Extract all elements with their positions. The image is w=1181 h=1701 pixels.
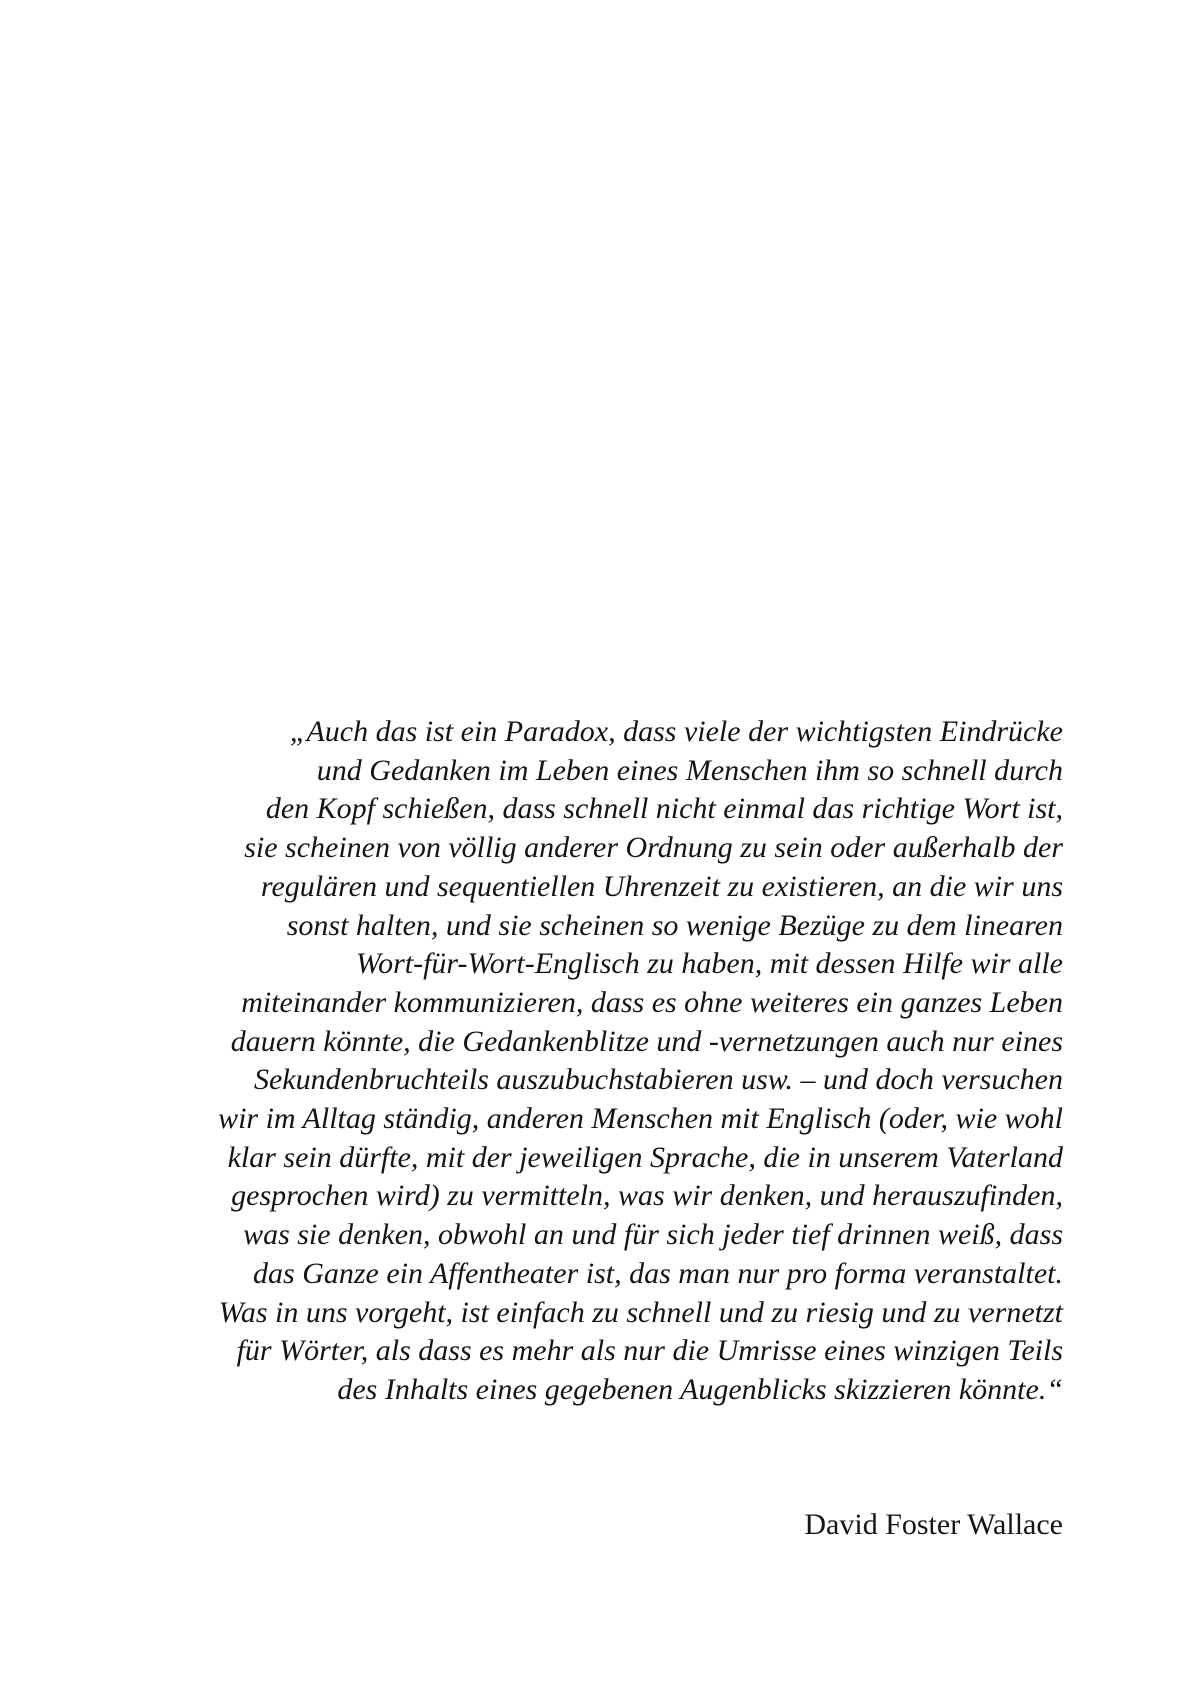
quote-line: dauern könnte, die Gedankenblitze und -vernetzungen auch nur eines [230,1024,1063,1058]
quote-line: und Gedanken im Leben eines Menschen ihm so schnell durch [316,753,1063,787]
quote-line: gesprochen wird) zu vermitteln, was wir denken, und herauszufinden, [231,1179,1063,1213]
epigraph-quote [100,713,1063,1410]
quote-line: sonst halten, und sie scheinen so wenige Bezüge zu dem linearen [286,908,1063,942]
quote-line: „Auch das ist ein Paradox, dass viele der wichtigsten Eindrücke [289,715,1063,748]
quote-line: wir im Alltag ständig, anderen Menschen mit Englisch (oder, wie wohl [218,1102,1063,1136]
attribution: David Foster Wallace [804,1508,1063,1541]
quote-line: was sie denken, obwohl an und für sich jeder tief drinnen weiß, dass [243,1218,1063,1252]
quote-line: für Wörter, als dass es mehr als nur die Umrisse eines winzigen Teils [236,1334,1063,1368]
quote-line: den Kopf schießen, dass schnell nicht einmal das richtige Wort ist, [265,792,1063,826]
quote-line: des Inhalts eines gegebenen Augenblicks skizzieren könnte.“ [337,1372,1063,1406]
quote-line: klar sein dürfte, mit der jeweiligen Sprache, die in unserem Vaterland [227,1140,1063,1174]
quote-line: Wort-für-Wort-Englisch zu haben, mit dessen Hilfe wir alle [355,947,1063,981]
quote-line: Sekundenbruchteils auszubuchstabieren usw. – und doch versuchen [253,1063,1063,1097]
quote-line: regulären und sequentiellen Uhrenzeit zu existieren, an die wir uns [260,869,1063,903]
quote-line: miteinander kommunizieren, dass es ohne weiteres ein ganzes Leben [241,985,1063,1019]
quote-line: sie scheinen von völlig anderer Ordnung zu sein oder außerhalb der [244,831,1063,865]
quote-line: Was in uns vorgeht, ist einfach zu schnell und zu riesig und zu vernetzt [218,1295,1063,1329]
quote-line: das Ganze ein Affentheater ist, das man nur pro forma veranstaltet. [253,1256,1063,1290]
